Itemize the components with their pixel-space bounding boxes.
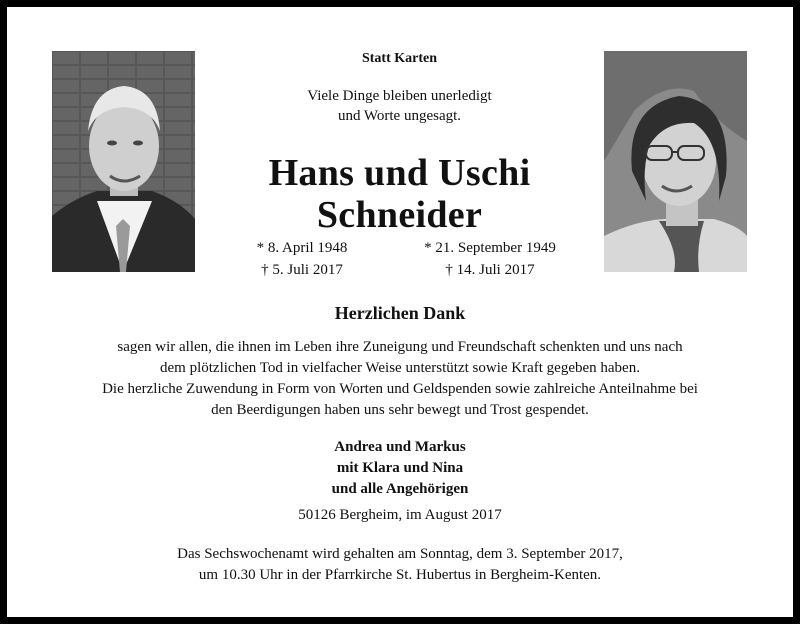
service-line: Das Sechswochenamt wird gehalten am Sonntag, dem 3. September 2017, [177,546,623,562]
thanks-line: den Beerdigungen haben uns sehr bewegt und Trost gespendet. [211,402,589,418]
birth-date: * 8. April 1948 [256,240,348,256]
thanks-text [47,337,753,421]
portrait-photo-uschi [604,51,747,272]
portrait-man-image [52,51,195,272]
thanks-line: sagen wir allen, die ihnen im Leben ihre Zuneigung und Freundschaft schenkten und uns nach [117,339,683,355]
statt-karten-label: Statt Karten [361,51,438,66]
thanks-line: dem plötzlichen Tod in vielfacher Weise unterstützt sowie Kraft gegeben haben. [160,360,640,376]
service-line: um 10.30 Uhr in der Pfarrkirche St. Hubertus in Bergheim-Kenten. [198,567,602,583]
death-date: † 5. Juli 2017 [261,262,343,278]
portrait-photo-hans [52,51,195,272]
names-line: Hans und Uschi [268,152,531,194]
signer-line: mit Klara und Nina [336,460,464,476]
dates-uschi [395,237,585,281]
death-date: † 14. Juli 2017 [445,262,535,278]
thanks-heading: Herzlichen Dank [334,303,466,323]
portrait-woman-image [604,51,747,272]
thanks-line: Die herzliche Zuwendung in Form von Worten und Geldspenden sowie zahlreiche Anteilnahme bei [102,381,698,397]
names-line: Schneider [316,194,483,236]
verse-line: und Worte ungesagt. [337,108,462,124]
place-date: 50126 Bergheim, im August 2017 [298,507,502,523]
verse-line: Viele Dinge bleiben unerledigt [307,88,492,104]
dates-hans [227,237,377,281]
signer-line: und alle Angehörigen [331,481,469,497]
signers [47,437,753,500]
service-note [47,544,753,586]
signer-line: Andrea und Markus [334,439,466,455]
verse [195,86,604,126]
deceased-names [195,152,604,236]
birth-date: * 21. September 1949 [424,240,556,256]
